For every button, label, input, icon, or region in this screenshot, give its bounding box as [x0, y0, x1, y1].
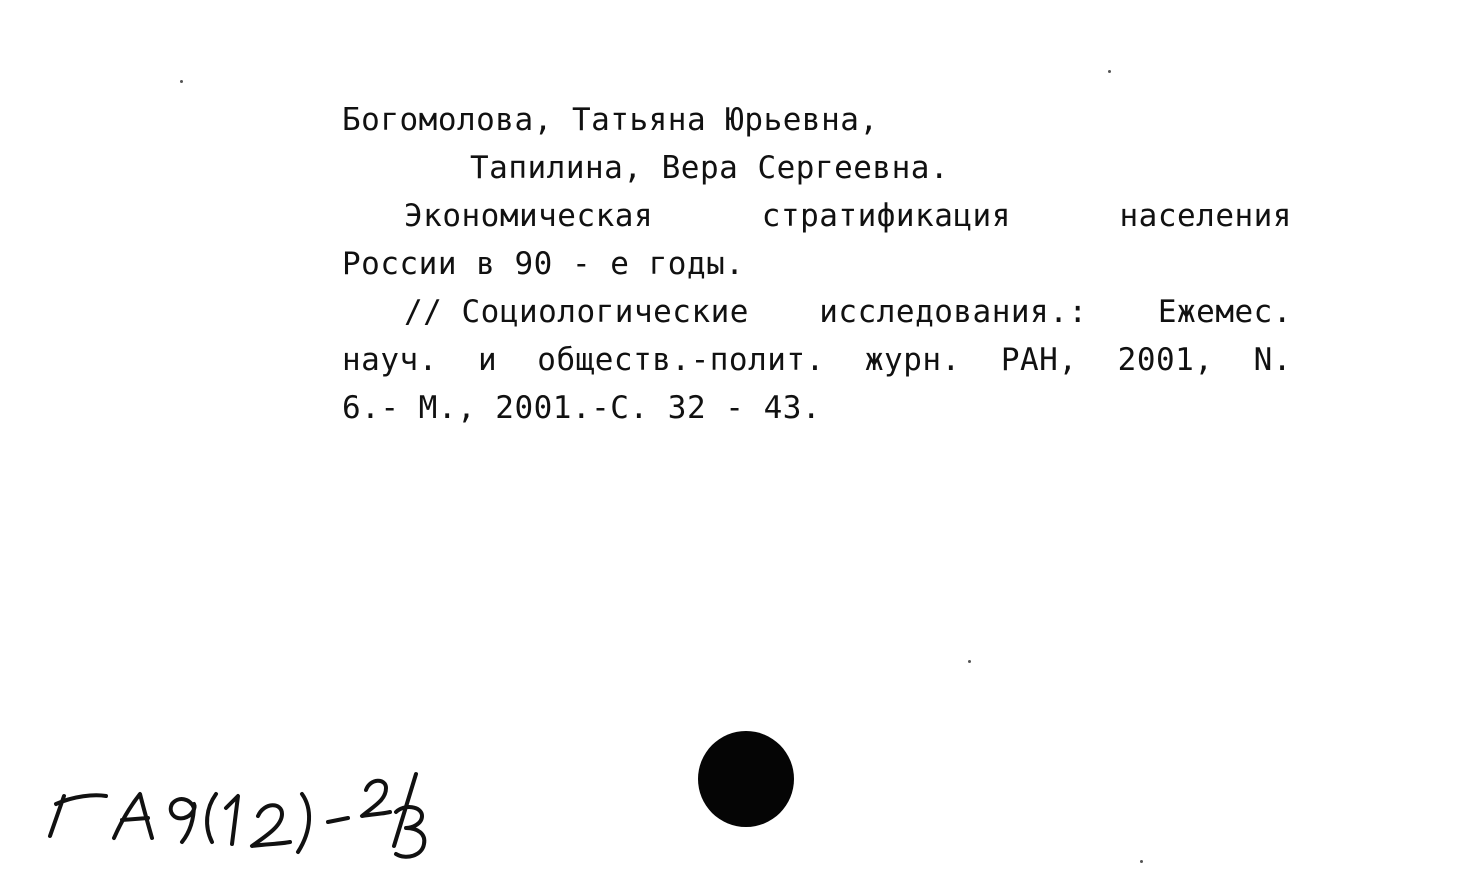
source-word: и: [477, 342, 498, 378]
title-line-2: России в 90 - е годы.: [342, 246, 745, 282]
title-word: населения: [1119, 198, 1292, 234]
punch-hole: [698, 731, 794, 827]
source-word: // Социологические: [404, 294, 749, 330]
title-line-1: [342, 192, 1292, 240]
source-word: обществ.-полит.: [537, 342, 825, 378]
source-line-3: 6.- М., 2001.-С. 32 - 43.: [342, 390, 822, 426]
scan-speck: [1140, 860, 1143, 863]
source-line-2: [342, 336, 1292, 384]
scan-speck: [1108, 70, 1111, 73]
scan-speck: [180, 80, 183, 83]
title-word: Экономическая: [404, 198, 654, 234]
source-word: 2001,: [1117, 342, 1214, 378]
title-word: стратификация: [761, 198, 1011, 234]
scan-speck: [968, 660, 971, 663]
source-word: исследования.:: [819, 294, 1088, 330]
author-line-1: Богомолова, Татьяна Юрьевна,: [342, 102, 879, 138]
source-word: N.: [1253, 342, 1292, 378]
handwritten-shelfmark: [44, 760, 564, 880]
source-line-1: [342, 288, 1292, 336]
source-word: журн.: [864, 342, 961, 378]
source-word: науч.: [342, 342, 438, 378]
source-word: РАН,: [1000, 342, 1078, 378]
bibliographic-entry: [342, 96, 1292, 432]
source-word: Ежемес.: [1157, 294, 1292, 330]
author-line-2: Тапилина, Вера Сергеевна.: [470, 150, 950, 186]
